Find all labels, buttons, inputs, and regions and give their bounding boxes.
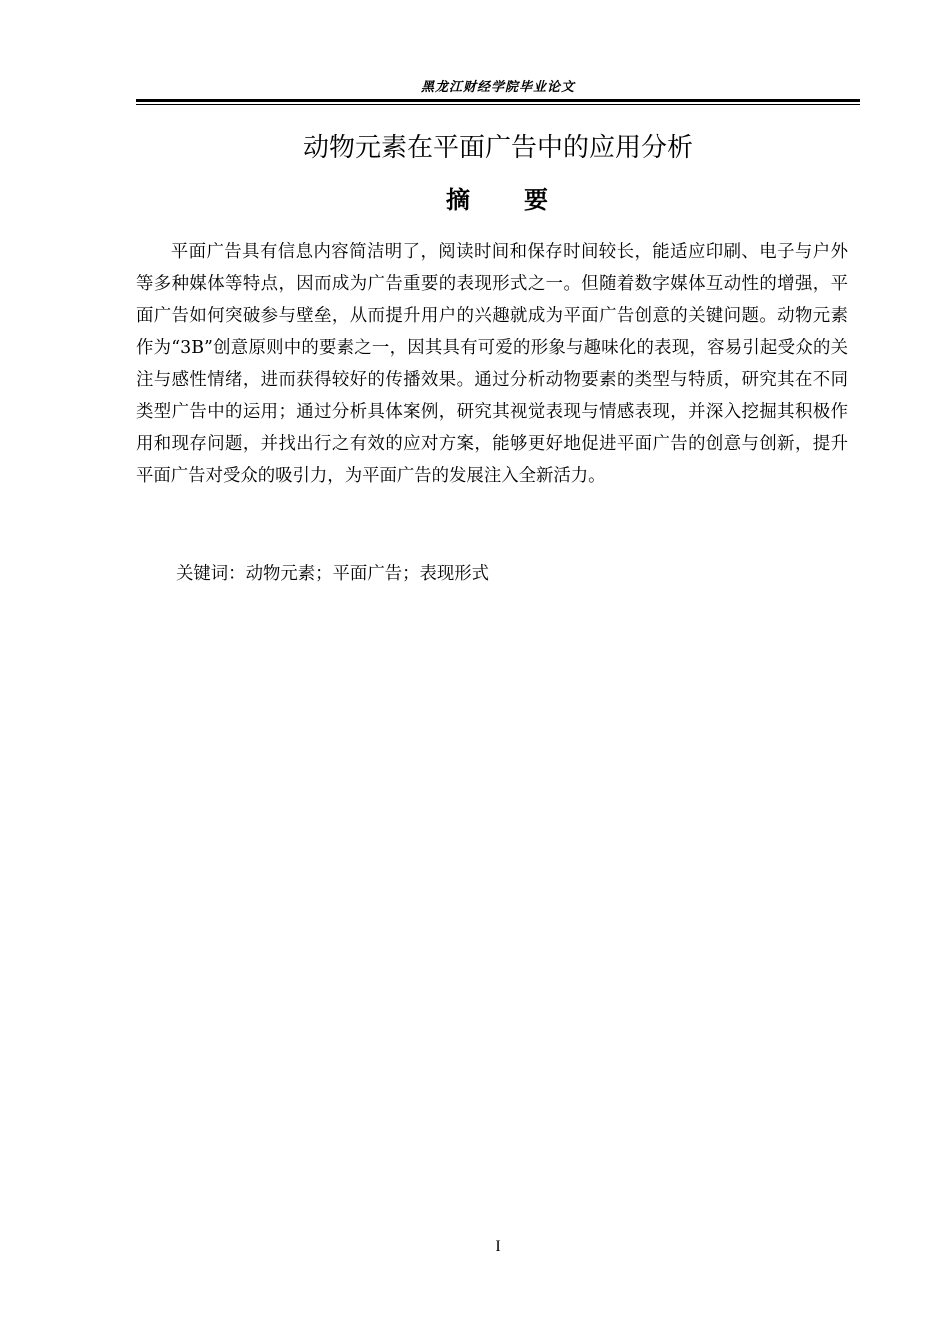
running-header: 黑龙江财经学院毕业论文 <box>420 80 575 95</box>
keywords-line <box>176 558 489 590</box>
header-rule-thin <box>136 104 860 105</box>
keywords-value: 动物元素；平面广告；表现形式 <box>245 564 490 584</box>
header-rule-thick <box>136 99 860 102</box>
paper-title: 动物元素在平面广告中的应用分析 <box>302 133 693 163</box>
page-number: I <box>495 1238 501 1255</box>
keywords-label: 关键词： <box>176 564 246 584</box>
abstract-heading: 摘 要 <box>446 186 550 214</box>
abstract-body: 平面广告具有信息内容简洁明了，阅读时间和保存时间较长，能适应印刷、电子与户外等多种媒体等特点，因而成为广告重要的表现形式之一。但随着数字媒体互动性的增强，平面广告如何突破参与壁垒，从而提升用户的兴趣就成为平面广告创意的关键问题。动物元素作为“3B”创意原则中的要素之一，因其具有可爱的形象与趣味化的表现，容易引起受众的关注与感性情绪，进而获得较好的传播效果。通过分析动物要素的类型与特质，研究其在不同类型广告中的运用；通过分析具体案例，研究其视觉表现与情感表现，并深入挖掘其积极作用和现存问题，并找出行之有效的应对方案，能够更好地促进平面广告的创意与创新，提升平面广告对受众的吸引力，为平面广告的发展注入全新活力。 <box>136 242 848 486</box>
